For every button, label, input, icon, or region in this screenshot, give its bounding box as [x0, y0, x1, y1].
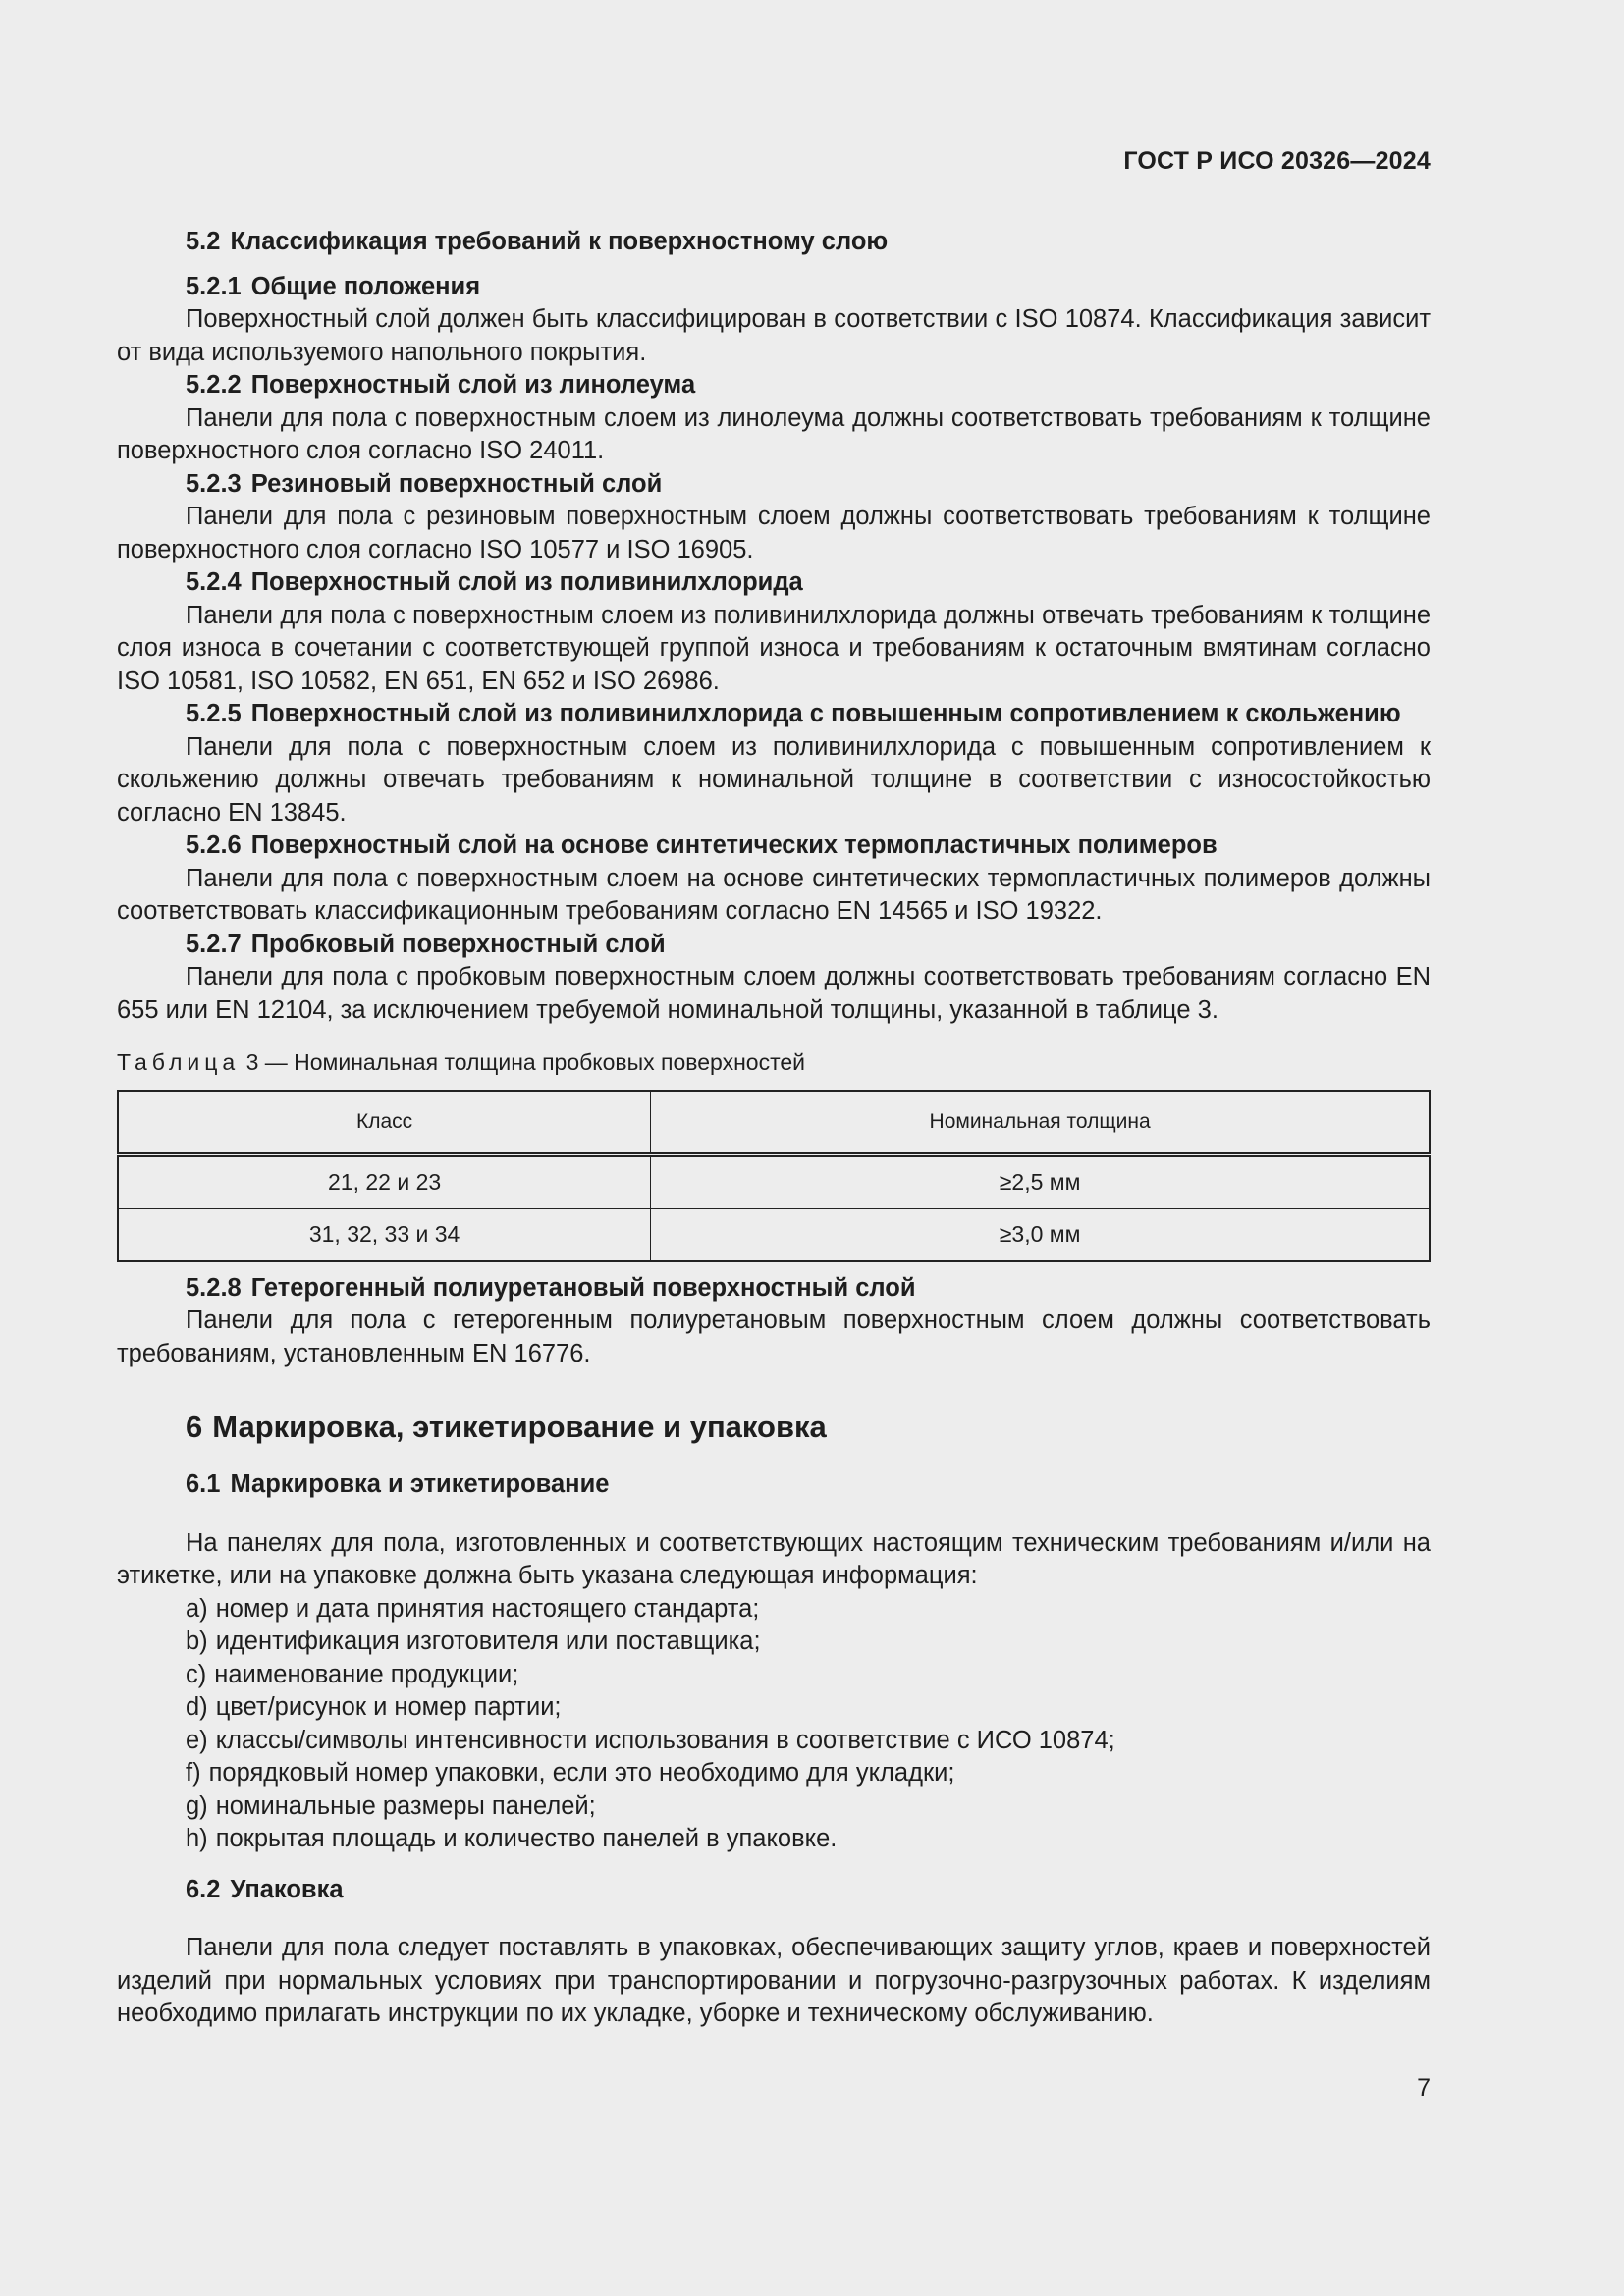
- table-cell: ≥3,0 мм: [651, 1208, 1430, 1261]
- subsection-heading: 5.2.2 Поверхностный слой из линолеума: [186, 371, 696, 399]
- table-cell: 31, 32, 33 и 34: [118, 1208, 651, 1261]
- marking-info-list: [117, 1593, 1431, 1856]
- page-number: 7: [1417, 2074, 1431, 2102]
- section-5-2-heading: 5.2 Классификация требований к поверхностному слою: [186, 228, 889, 255]
- paragraph: Панели для пола с гетерогенным полиуретановым поверхностным слоем должны соответствовать требованиям, установленным EN 16776.: [117, 1307, 1431, 1367]
- subsection-heading: 5.2.6 Поверхностный слой на основе синтетических термопластичных полимеров: [186, 831, 1218, 859]
- paragraph: Панели для пола с поверхностным слоем из поливинилхлорида с повышенным сопротивлением к скольжению должны отвечать требованиям к номинальной толщине в соответствии с износостойкостью согласно EN 13845.: [117, 732, 1431, 827]
- section-6-heading: 6 Маркировка, этикетирование и упаковка: [186, 1410, 827, 1444]
- paragraph: Панели для пола с поверхностным слоем на основе синтетических термопластичных полимеров должны соответствовать классификационным требованиям согласно EN 14565 и ISO 19322.: [117, 864, 1431, 925]
- paragraph: Панели для пола следует поставлять в упаковках, обеспечивающих защиту углов, краев и поверхностей изделий при нормальных условиях при транспортировании и погрузочно-разгрузочных работах. К изделиям необходимо прилагать инструкции по их укладке, уборке и техническому обслуживанию.: [117, 1934, 1431, 2027]
- subsection-heading: 5.2.5 Поверхностный слой из поливинилхлорида с повышенным сопротивлением к скольжению: [186, 700, 1401, 727]
- table-header-row: [118, 1091, 1430, 1155]
- table-row: [118, 1154, 1430, 1208]
- list-item: c) наименование продукции;: [186, 1660, 519, 1688]
- subsection-heading: 5.2.1 Общие положения: [186, 272, 481, 300]
- table-row: [118, 1208, 1430, 1261]
- subsection-heading: 5.2.7 Пробковый поверхностный слой: [186, 930, 666, 958]
- list-item: d) цвет/рисунок и номер партии;: [186, 1693, 562, 1721]
- paragraph: Поверхностный слой должен быть классифицирован в соответствии с ISO 10874. Классификация зависит от вида используемого напольного покрытия.: [117, 305, 1431, 366]
- table-header-cell: Номинальная толщина: [651, 1091, 1430, 1155]
- subsection-heading: 5.2.4 Поверхностный слой из поливинилхлорида: [186, 568, 803, 596]
- section-6-2-heading: 6.2 Упаковка: [186, 1875, 344, 1903]
- subsection-heading: 5.2.8 Гетерогенный полиуретановый поверхностный слой: [186, 1273, 916, 1302]
- subsection-5-2-4: [117, 566, 1431, 698]
- table-header-cell: Класс: [118, 1091, 651, 1155]
- subsection-5-2-2: [117, 369, 1431, 468]
- table-caption: Таблица 3 — Номинальная толщина пробковых поверхностей: [117, 1049, 805, 1075]
- subsection-heading: 5.2.3 Резиновый поверхностный слой: [186, 469, 663, 498]
- paragraph: Панели для пола с поверхностным слоем из линолеума должны соответствовать требованиям к толщине поверхностного слоя согласно ISO 24011.: [117, 403, 1431, 464]
- section-6-1-heading: 6.1 Маркировка и этикетирование: [186, 1470, 610, 1498]
- paragraph: Панели для пола с пробковым поверхностным слоем должны соответствовать требованиям согласно EN 655 или EN 12104, за исключением требуемой номинальной толщины, указанной в таблице 3.: [117, 963, 1431, 1024]
- list-item: g) номинальные размеры панелей;: [186, 1791, 596, 1820]
- paragraph: На панелях для пола, изготовленных и соответствующих настоящим техническим требованиям и/или на этикетке, или на упаковке должна быть указана следующая информация:: [117, 1528, 1431, 1589]
- table-cell: ≥2,5 мм: [651, 1154, 1430, 1208]
- table-cell: 21, 22 и 23: [118, 1154, 651, 1208]
- subsection-5-2-7: [117, 929, 1431, 1028]
- list-item: h) покрытая площадь и количество панелей в упаковке.: [186, 1825, 838, 1852]
- subsection-5-2-6: [117, 829, 1431, 929]
- page-content: [117, 226, 1431, 2031]
- paragraph: Панели для пола с поверхностным слоем из поливинилхлорида должны отвечать требованиям к толщине слоя износа в сочетании с соответствующей группой износа и требованиям к остаточным вмятинам согласно ISO 10581, ISO 10582, EN 651, EN 652 и ISO 26986.: [117, 601, 1431, 695]
- list-item: a) номер и дата принятия настоящего стандарта;: [186, 1594, 760, 1623]
- subsection-5-2-5: [117, 698, 1431, 829]
- standard-code: ГОСТ Р ИСО 20326—2024: [1123, 147, 1431, 175]
- paragraph: Панели для пола с резиновым поверхностным слоем должны соответствовать требованиям к толщине поверхностного слоя согласно ISO 10577 и ISO 16905.: [117, 503, 1431, 563]
- list-item: b) идентификация изготовителя или поставщика;: [186, 1628, 761, 1655]
- list-item: e) классы/символы интенсивности использования в соответствие с ИСО 10874;: [186, 1726, 1115, 1754]
- list-item: f) порядковый номер упаковки, если это необходимо для укладки;: [186, 1759, 955, 1787]
- subsection-5-2-1: [117, 271, 1431, 370]
- subsection-5-2-8: [117, 1272, 1431, 1371]
- subsection-5-2-3: [117, 468, 1431, 567]
- cork-thickness-table: [117, 1090, 1431, 1262]
